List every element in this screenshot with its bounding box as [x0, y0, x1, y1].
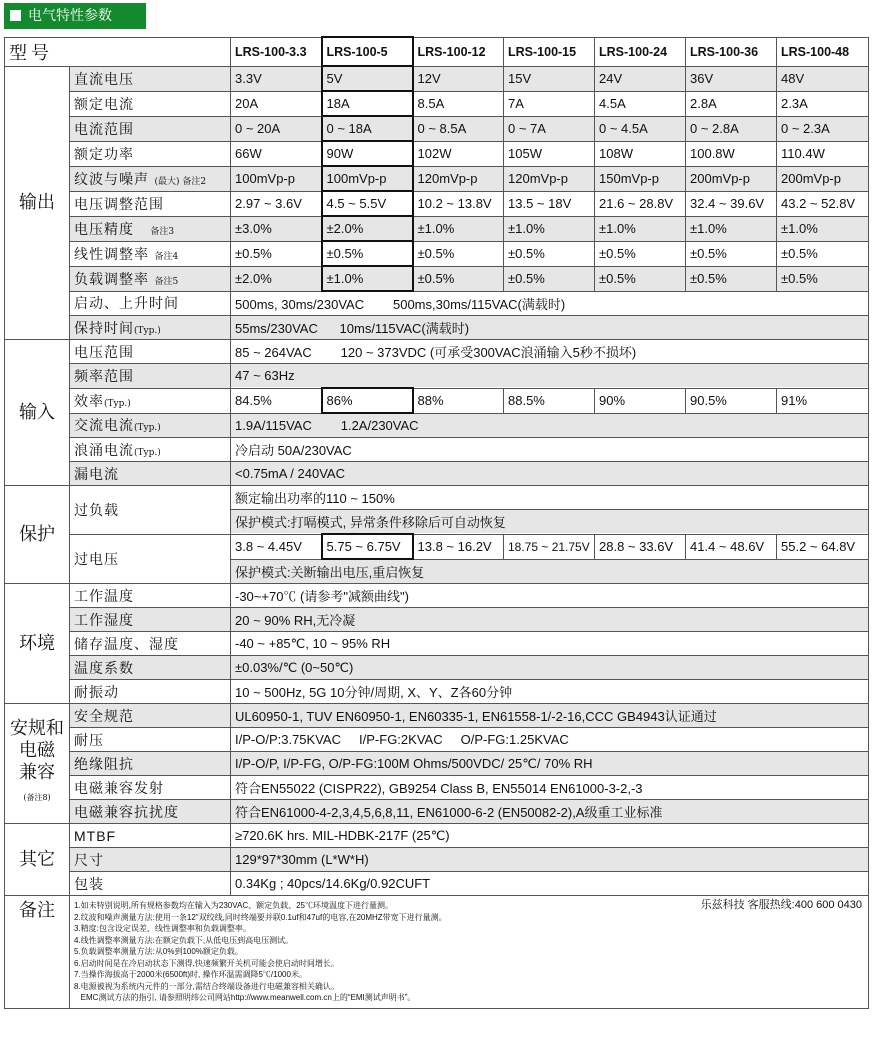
value-cell: ±0.5%: [322, 241, 413, 266]
value-cell: 10.2 ~ 13.8V: [413, 191, 504, 216]
model-label: 型号: [5, 37, 231, 66]
value-cell: ±0.5%: [595, 241, 686, 266]
value-cell: 4.5 ~ 5.5V: [322, 191, 413, 216]
section-header: [4, 3, 146, 29]
value-cell: I/P-O/P:3.75KVAC I/P-FG:2KVAC O/P-FG:1.25KVAC: [231, 728, 869, 752]
value-cell: 85 ~ 264VAC 120 ~ 373VDC (可承受300VAC浪涌输入5秒不损坏): [231, 340, 869, 364]
value-cell: 20 ~ 90% RH,无冷凝: [231, 608, 869, 632]
row-label: 尺寸: [70, 848, 231, 872]
row-line-reg: [5, 241, 869, 266]
row-label: 漏电流: [70, 462, 231, 486]
value-cell: <0.75mA / 240VAC: [231, 462, 869, 486]
note-line: EMC测试方法的指引, 请参照明纬公司网站http://www.meanwell.com.cn上的“EMI测试声明书”。: [74, 993, 416, 1002]
row-setup-time: [5, 291, 869, 316]
row-temp-coeff: [5, 656, 869, 680]
note-line: 1.如未特别说明,所有规格参数均在输入为230VAC、额定负载、25℃环境温度下进行量测。: [74, 901, 393, 910]
value-cell: 150mVp-p: [595, 166, 686, 191]
category-others: 其它: [5, 824, 70, 896]
value-cell: 90%: [595, 388, 686, 413]
value-cell: ±1.0%: [777, 216, 869, 241]
value-cell: ±0.5%: [595, 266, 686, 291]
row-load-reg: [5, 266, 869, 291]
value-cell: ±0.5%: [686, 266, 777, 291]
label-note: (最大) 备注2: [154, 176, 207, 187]
value-cell: 90.5%: [686, 388, 777, 413]
value-cell: 保护模式:关断输出电压,重启恢复: [231, 559, 869, 584]
label-note: (Typ.): [134, 447, 161, 458]
value-cell: 5.75 ~ 6.75V: [322, 534, 413, 559]
value-cell: 0 ~ 2.8A: [686, 116, 777, 141]
value-cell: 15V: [504, 66, 595, 91]
value-cell: ±0.03%/℃ (0~50℃): [231, 656, 869, 680]
label-text: 线性调整率: [74, 246, 149, 263]
notes-block: [70, 896, 869, 1009]
value-cell: 21.6 ~ 28.8V: [595, 191, 686, 216]
note-line: 7.当操作海拔高于2000米(6500ft)时, 操作环温需调降5℃/1000米。: [74, 970, 307, 979]
row-label: [70, 266, 231, 291]
value-cell: 8.5A: [413, 91, 504, 116]
value-cell: 105W: [504, 141, 595, 166]
value-cell: 0 ~ 2.3A: [777, 116, 869, 141]
label-note: 备注3: [150, 226, 175, 237]
label-text: 负载调整率: [74, 271, 149, 288]
value-cell: 108W: [595, 141, 686, 166]
row-isolation: [5, 752, 869, 776]
value-cell: 5V: [322, 66, 413, 91]
row-inrush: [5, 438, 869, 462]
row-label: 耐振动: [70, 680, 231, 704]
value-cell: 0 ~ 7A: [504, 116, 595, 141]
value-cell: 18.75 ~ 21.75V: [504, 534, 595, 559]
model-header: LRS-100-36: [686, 37, 777, 66]
row-label: 额定功率: [70, 141, 231, 166]
row-withstand: [5, 728, 869, 752]
value-cell: 90W: [322, 141, 413, 166]
value-cell: 0 ~ 8.5A: [413, 116, 504, 141]
row-label: 耐压: [70, 728, 231, 752]
label-note: (Typ.): [104, 398, 131, 409]
value-cell: 18A: [322, 91, 413, 116]
row-label: 过电压: [70, 534, 231, 584]
category-line: 电磁: [19, 740, 55, 761]
value-cell: 2.3A: [777, 91, 869, 116]
category-output: 输出: [5, 66, 70, 340]
row-label: 额定电流: [70, 91, 231, 116]
model-header: LRS-100-15: [504, 37, 595, 66]
category-note: (备注8): [23, 793, 51, 802]
value-cell: 120mVp-p: [413, 166, 504, 191]
value-cell: 55ms/230VAC 10ms/115VAC(满载时): [231, 316, 869, 340]
value-cell: 13.5 ~ 18V: [504, 191, 595, 216]
label-text: 效率: [74, 393, 104, 410]
model-header: LRS-100-24: [595, 37, 686, 66]
value-cell: 冷启动 50A/230VAC: [231, 438, 869, 462]
note-line: 4.线性调整率测量方法:在额定负载下,从低电压到高电压测试。: [74, 935, 294, 945]
row-label: 温度系数: [70, 656, 231, 680]
row-label: [70, 241, 231, 266]
model-header: LRS-100-48: [777, 37, 869, 66]
row-label: 电压调整范围: [70, 191, 231, 216]
row-label: MTBF: [70, 824, 231, 848]
value-cell: 13.8 ~ 16.2V: [413, 534, 504, 559]
row-label: [70, 438, 231, 462]
row-label: 储存温度、湿度: [70, 632, 231, 656]
value-cell: 100.8W: [686, 141, 777, 166]
row-overvoltage-1: [5, 534, 869, 559]
category-safety-emc: [5, 704, 70, 824]
row-label: 工作温度: [70, 584, 231, 608]
section-title: 电气特性参数: [28, 8, 112, 24]
value-cell: 符合EN61000-4-2,3,4,5,6,8,11, EN61000-6-2 (EN50082-2),A级重工业标准: [231, 800, 869, 824]
value-cell: ±1.0%: [322, 266, 413, 291]
label-note: (Typ.): [134, 325, 161, 336]
value-cell: 32.4 ~ 39.6V: [686, 191, 777, 216]
row-emc-emission: [5, 776, 869, 800]
label-note: 备注5: [154, 276, 179, 287]
square-icon: [10, 10, 21, 21]
label-text: 保持时间: [74, 320, 134, 337]
value-cell: 3.3V: [231, 66, 322, 91]
row-overload-1: [5, 486, 869, 510]
value-cell: 120mVp-p: [504, 166, 595, 191]
row-label: 电流范围: [70, 116, 231, 141]
row-label: 安全规范: [70, 704, 231, 728]
value-cell: 10 ~ 500Hz, 5G 10分钟/周期, X、Y、Z各60分钟: [231, 680, 869, 704]
value-cell: 200mVp-p: [686, 166, 777, 191]
label-text: 纹波与噪声: [74, 171, 149, 188]
row-label: 绝缘阻抗: [70, 752, 231, 776]
label-text: 电压精度: [74, 221, 134, 238]
row-label: [70, 166, 231, 191]
category-notes: 备注: [5, 896, 70, 1009]
value-cell: ±0.5%: [504, 266, 595, 291]
value-cell: ±2.0%: [231, 266, 322, 291]
value-cell: 100mVp-p: [231, 166, 322, 191]
value-cell: 48V: [777, 66, 869, 91]
value-cell: ≥720.6K hrs. MIL-HDBK-217F (25℃): [231, 824, 869, 848]
value-cell: 43.2 ~ 52.8V: [777, 191, 869, 216]
value-cell: 129*97*30mm (L*W*H): [231, 848, 869, 872]
value-cell: 0.34Kg ; 40pcs/14.6Kg/0.92CUFT: [231, 872, 869, 896]
row-leakage: [5, 462, 869, 486]
category-input: 输入: [5, 340, 70, 486]
row-vibration: [5, 680, 869, 704]
value-cell: 36V: [686, 66, 777, 91]
value-cell: 66W: [231, 141, 322, 166]
note-line: 3.精度:包含设定误差、线性调整率和负载调整率。: [74, 924, 251, 933]
value-cell: 102W: [413, 141, 504, 166]
label-text: 浪涌电流: [74, 442, 134, 459]
value-cell: 7A: [504, 91, 595, 116]
value-cell: 0 ~ 4.5A: [595, 116, 686, 141]
row-accuracy: [5, 216, 869, 241]
row-dimension: [5, 848, 869, 872]
note-line: 2.纹波和噪声测量方法:使用一条12"双绞线,同时终端要并联0.1uf和47uf的电容,在20MHZ带宽下进行量测。: [74, 912, 447, 922]
row-notes: [5, 896, 869, 1009]
row-label: 包装: [70, 872, 231, 896]
row-input-voltage: [5, 340, 869, 364]
value-cell: 保护模式:打嗝模式, 异常条件移除后可自动恢复: [231, 510, 869, 535]
row-safety-standards: [5, 704, 869, 728]
row-rated-current: [5, 91, 869, 116]
row-efficiency: [5, 388, 869, 413]
spec-table: [4, 36, 869, 1009]
value-cell: -30~+70℃ (请参考"减额曲线"): [231, 584, 869, 608]
row-label: 频率范围: [70, 364, 231, 389]
row-label: 工作湿度: [70, 608, 231, 632]
value-cell: ±0.5%: [777, 241, 869, 266]
value-cell: 41.4 ~ 48.6V: [686, 534, 777, 559]
value-cell: 200mVp-p: [777, 166, 869, 191]
value-cell: ±0.5%: [686, 241, 777, 266]
row-emc-immunity: [5, 800, 869, 824]
value-cell: 100mVp-p: [322, 166, 413, 191]
category-line: 安规和: [10, 718, 64, 739]
value-cell: 12V: [413, 66, 504, 91]
value-cell: ±0.5%: [777, 266, 869, 291]
value-cell: 91%: [777, 388, 869, 413]
category-environment: 环境: [5, 584, 70, 704]
value-cell: ±3.0%: [231, 216, 322, 241]
value-cell: ±1.0%: [413, 216, 504, 241]
row-label: 电压范围: [70, 340, 231, 364]
value-cell: 0 ~ 18A: [322, 116, 413, 141]
value-cell: 2.8A: [686, 91, 777, 116]
value-cell: 28.8 ~ 33.6V: [595, 534, 686, 559]
value-cell: 55.2 ~ 64.8V: [777, 534, 869, 559]
value-cell: 20A: [231, 91, 322, 116]
hotline: 乐兹科技 客服热线:400 600 0430: [700, 899, 862, 911]
row-ac-current: [5, 413, 869, 438]
value-cell: 3.8 ~ 4.45V: [231, 534, 322, 559]
value-cell: 额定输出功率的110 ~ 150%: [231, 486, 869, 510]
value-cell: -40 ~ +85℃, 10 ~ 95% RH: [231, 632, 869, 656]
value-cell: ±1.0%: [686, 216, 777, 241]
value-cell: ±1.0%: [595, 216, 686, 241]
row-label: 电磁兼容发射: [70, 776, 231, 800]
row-working-humidity: [5, 608, 869, 632]
label-note: (Typ.): [134, 423, 161, 434]
value-cell: ±2.0%: [322, 216, 413, 241]
row-packing: [5, 872, 869, 896]
value-cell: UL60950-1, TUV EN60950-1, EN60335-1, EN61558-1/-2-16,CCC GB4943认证通过: [231, 704, 869, 728]
value-cell: 500ms, 30ms/230VAC 500ms,30ms/115VAC(满载时): [231, 291, 869, 316]
row-label: 过负载: [70, 486, 231, 535]
row-label: [70, 413, 231, 438]
model-row: [5, 37, 869, 66]
row-label: 电磁兼容抗扰度: [70, 800, 231, 824]
row-mtbf: [5, 824, 869, 848]
note-line: 8.电源被视为系统内元件的一部分,需结合终端设备进行电磁兼容相关确认。: [74, 981, 339, 991]
value-cell: 1.9A/115VAC 1.2A/230VAC: [231, 413, 869, 438]
row-ripple: [5, 166, 869, 191]
value-cell: 110.4W: [777, 141, 869, 166]
value-cell: ±0.5%: [231, 241, 322, 266]
row-rated-power: [5, 141, 869, 166]
row-dc-voltage: [5, 66, 869, 91]
value-cell: 4.5A: [595, 91, 686, 116]
row-label: [70, 316, 231, 340]
row-label: [70, 388, 231, 413]
note-line: 5.负载调整率测量方法:从0%到100%额定负载。: [74, 947, 243, 956]
row-adj-range: [5, 191, 869, 216]
row-working-temp: [5, 584, 869, 608]
value-cell: 47 ~ 63Hz: [231, 364, 869, 389]
value-cell: 0 ~ 20A: [231, 116, 322, 141]
row-label: 直流电压: [70, 66, 231, 91]
row-label: 启动、上升时间: [70, 291, 231, 316]
value-cell: 24V: [595, 66, 686, 91]
value-cell: 88%: [413, 388, 504, 413]
row-current-range: [5, 116, 869, 141]
value-cell: I/P-O/P, I/P-FG, O/P-FG:100M Ohms/500VDC/ 25℃/ 70% RH: [231, 752, 869, 776]
label-text: 交流电流: [74, 418, 134, 435]
value-cell: 2.97 ~ 3.6V: [231, 191, 322, 216]
category-line: 兼容: [19, 762, 55, 783]
value-cell: 86%: [322, 388, 413, 413]
value-cell: ±0.5%: [413, 266, 504, 291]
model-header: LRS-100-12: [413, 37, 504, 66]
value-cell: 88.5%: [504, 388, 595, 413]
value-cell: 符合EN55022 (CISPR22), GB9254 Class B, EN55014 EN61000-3-2,-3: [231, 776, 869, 800]
value-cell: ±0.5%: [413, 241, 504, 266]
row-hold-time: [5, 316, 869, 340]
category-protection: 保护: [5, 486, 70, 584]
note-line: 6.启动时间是在冷启动状态下测得,快速频繁开关机可能会使启动时间增长。: [74, 958, 339, 968]
row-storage: [5, 632, 869, 656]
label-note: 备注4: [154, 251, 179, 262]
value-cell: ±0.5%: [504, 241, 595, 266]
model-header: LRS-100-3.3: [231, 37, 322, 66]
row-freq-range: [5, 364, 869, 389]
value-cell: ±1.0%: [504, 216, 595, 241]
value-cell: 84.5%: [231, 388, 322, 413]
row-label: [70, 216, 231, 241]
model-header: LRS-100-5: [322, 37, 413, 66]
